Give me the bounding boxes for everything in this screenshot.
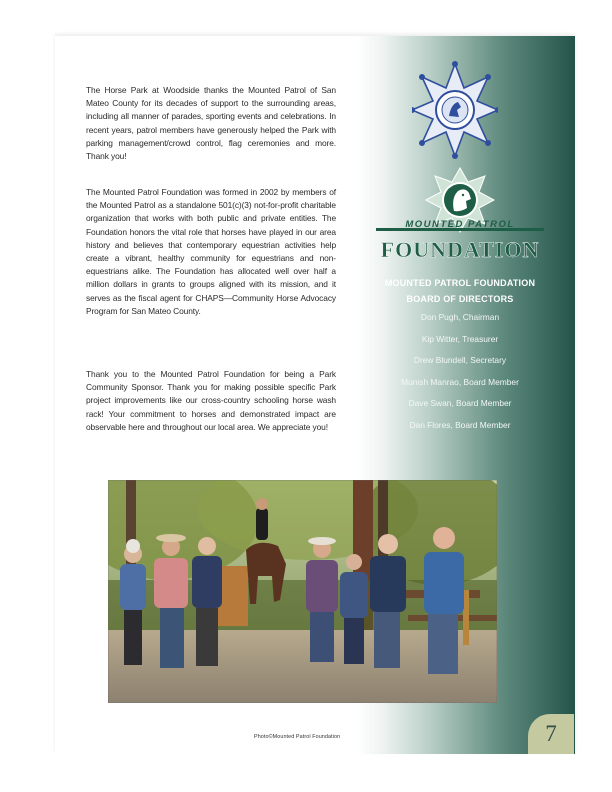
board-member: Kip Witter, Treasurer bbox=[421, 333, 499, 344]
photo-credit: Photo©Mounted Patrol Foundation bbox=[254, 734, 341, 740]
group-photo bbox=[108, 480, 497, 703]
page-number-tab bbox=[528, 714, 574, 754]
board-of-directors bbox=[380, 276, 540, 436]
sheriff-star-badge-icon bbox=[412, 60, 498, 160]
horse-head-star-logo-icon bbox=[370, 166, 550, 266]
page-number: 7 bbox=[545, 721, 557, 746]
board-member: Drew Blundell, Secretary bbox=[413, 355, 507, 365]
board-member: Don Pugh, Chairman bbox=[420, 312, 500, 322]
thanks-paragraph: Thank you to the Mounted Patrol Foundation for being a Park Community Sponsor. Thank you for making possible specific Park project improvements like our cross-country schooling horse wash rack! Your commitment to horses and demonstrated impact are observable here and throughout our local area. We appreciate you! bbox=[86, 369, 336, 432]
intro-paragraph: The Horse Park at Woodside thanks the Mounted Patrol of San Mateo County for its decades of support to the surrounding areas, including all manner of parades, sporting events and celebrations. In recent years, patrol members have generously helped the Park with parking management/crowd control, flag ceremonies and more. Thank you! bbox=[86, 85, 336, 162]
board-title: MOUNTED PATROL FOUNDATION BOARD OF DIRECTORS bbox=[384, 278, 536, 304]
foundation-paragraph: The Mounted Patrol Foundation was formed in 2002 by members of the Mounted Patrol as a standalone 501(c)(3) not-for-profit charitable organization that works with both public and private entities. The Foundation honors the vital role that horses have played in our area history and believes that contemporary equestrian activities help create a vibrant, healthy community for equestrians and non-equestrians alike. The Foundation has allocated well over half a million dollars in grants to groups aligned with its mission, and it serves as the fiscal agent for CHAPS—Community Horse Advocacy Program for San Mateo County. bbox=[86, 187, 336, 316]
logo-top-text: MOUNTED PATROL bbox=[405, 219, 515, 230]
board-member: Munish Manrao, Board Member bbox=[401, 376, 519, 387]
board-member: Dan Flores, Board Member bbox=[409, 419, 511, 430]
board-member: Dave Swan, Board Member bbox=[408, 398, 512, 408]
logo-bottom-text: FOUNDATION bbox=[380, 237, 540, 262]
